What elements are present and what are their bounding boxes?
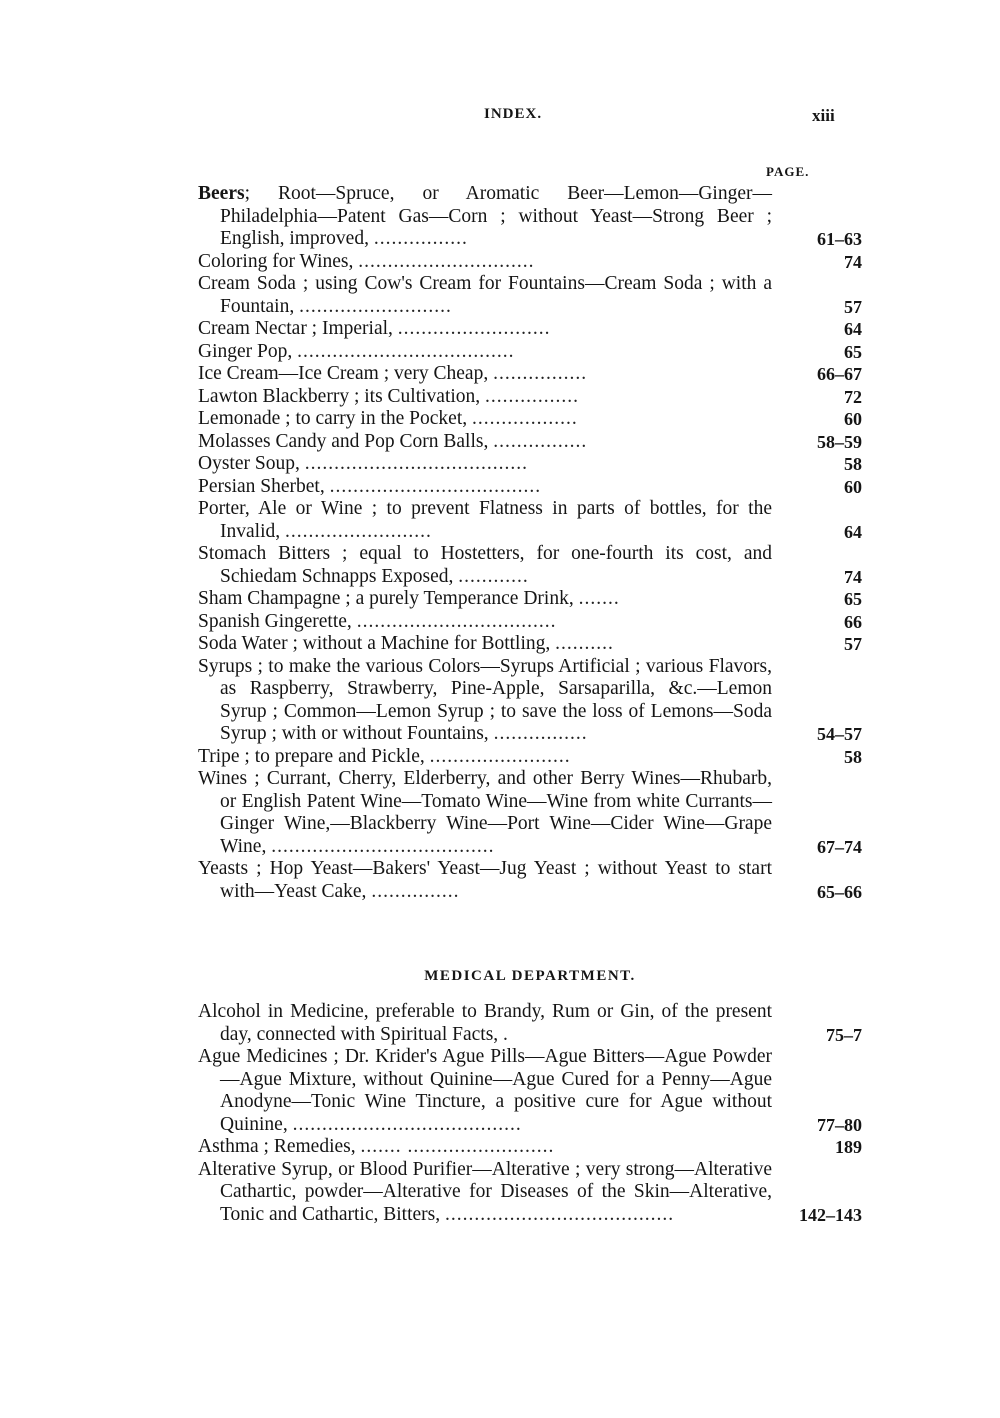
section-heading-text: MEDICAL DEPARTMENT.: [424, 968, 636, 984]
dot-leader: ....................................: [329, 475, 542, 497]
index-entry-description: Alcohol in Medicine, preferable to Brandy, Rum or Gin, of the present day, connected with Spiritual Facts,: [198, 1001, 772, 1045]
index-entry: [198, 431, 862, 454]
index-entry: [198, 251, 862, 274]
index-entry-page: 61–63: [817, 229, 862, 249]
index-entry: [198, 453, 862, 476]
index-entry: [198, 746, 862, 769]
dot-leader: ......................................: [304, 453, 528, 474]
index-entry-page: 58–59: [817, 431, 862, 452]
index-entry-description: Cream Soda ; using Cow's Cream for Fountains—Cream Soda ; with a Fountain,: [198, 273, 772, 317]
index-entry-description: Persian Sherbet,: [198, 475, 325, 497]
dot-leader: ................: [485, 385, 580, 407]
index-entry-page: 64: [844, 521, 862, 542]
index-entry: [198, 611, 862, 634]
index-entry-text: [198, 273, 772, 318]
index-entry: [198, 408, 862, 431]
index-entry-description: Wines ; Currant, Cherry, Elderberry, and other Berry Wines—Rhubarb, or English Patent Wine—Tomato Wine—Wine from white Currants—Ginger Wine,—Blackberry Wine—Port Wine—Cider Wine—Grape Wine,: [198, 768, 772, 857]
dot-leader: ..................................: [356, 610, 557, 632]
dot-leader: ....... .........................: [360, 1136, 555, 1157]
index-entry-text: [198, 858, 772, 903]
index-entry-heading: Beers: [198, 183, 245, 204]
index-entry-page: 60: [844, 476, 862, 497]
dot-leader: .......................................: [292, 1113, 522, 1135]
section-heading: [0, 968, 1000, 985]
dot-leader: .: [503, 1023, 509, 1045]
index-entry-description: Lemonade ; to carry in the Pocket,: [198, 408, 468, 429]
index-entry-description: Ague Medicines ; Dr. Krider's Ague Pills—Ague Bitters—Ague Powder—Ague Mixture, without Quinine—Ague Cured for a Penny—Ague Anodyne—Tonic Wine Tincture, a positive cure for Ague without Quinine,: [198, 1046, 772, 1135]
index-entry-text: [198, 1136, 772, 1159]
index-entry-page: 75–7: [826, 1024, 862, 1045]
dot-leader: ..........................: [299, 295, 452, 317]
index-entry-description: Ice Cream—Ice Cream ; very Cheap,: [198, 363, 489, 384]
index-entry-text: [198, 408, 772, 431]
dot-leader: .........................: [284, 520, 432, 542]
index-entry-description: Syrups ; to make the various Colors—Syrups Artificial ; various Flavors, as Raspberry, Strawberry, Pine-Apple, Sarsaparilla, &c.—Lemon Syrup ; Common—Lemon Syrup ; to save the loss of Lemons—Soda Syrup ; with or without Fountains,: [198, 655, 772, 744]
index-entry: [198, 543, 862, 588]
index-entry-description: Cream Nectar ; Imperial,: [198, 318, 393, 339]
index-entry-text: [198, 611, 772, 634]
index-entry-text: [198, 498, 772, 543]
index-entry-page: 58: [844, 454, 862, 474]
index-entry-description: Sham Champagne ; a purely Temperance Drink,: [198, 588, 574, 609]
index-entry-text: [198, 746, 772, 769]
index-entry-description: Alterative Syrup, or Blood Purifier—Alterative ; very strong—Alterative Cathartic, powder—Alterative for Diseases of the Skin—Alterative, Tonic and Cathartic, Bitters,: [198, 1158, 772, 1225]
index-entry: [198, 1001, 862, 1046]
dot-leader: ................: [373, 228, 468, 249]
index-entry-text: [198, 363, 772, 386]
index-entry-description: Asthma ; Remedies,: [198, 1136, 356, 1157]
index-entry-description: Stomach Bitters ; equal to Hostetters, for one-fourth its cost, and Schiedam Schnapps Exposed,: [198, 543, 772, 587]
index-entry-text: [198, 768, 772, 858]
index-entry-text: [198, 656, 772, 746]
index-entry-description: Oyster Soup,: [198, 453, 300, 474]
index-entry: [198, 363, 862, 386]
index-entry-text: [198, 588, 772, 611]
index-entry-description: Molasses Candy and Pop Corn Balls,: [198, 430, 489, 452]
page-column-label: PAGE.: [766, 164, 810, 179]
index-entry-page: 57: [844, 634, 862, 654]
index-entry-page: 74: [844, 566, 862, 587]
dot-leader: ..........................: [397, 318, 551, 339]
index-entry-page: 65–66: [817, 881, 862, 902]
index-entry: [198, 476, 862, 499]
index-entry-text: [198, 476, 772, 499]
index-entry-text: [198, 633, 772, 656]
medical-index-list: [198, 1001, 862, 1226]
dot-leader: .....................................: [297, 340, 515, 362]
index-entry: [198, 318, 862, 341]
index-entry-page: 189: [835, 1137, 862, 1157]
index-entry-page: 74: [844, 251, 862, 272]
index-entry-description: Spanish Gingerette,: [198, 610, 352, 632]
index-entry-text: [198, 1001, 772, 1046]
index-entry-description: Lawton Blackberry ; its Cultivation,: [198, 385, 481, 407]
dot-leader: ........................: [429, 745, 571, 767]
dot-leader: ..........: [555, 633, 614, 654]
index-entry-page: 65: [844, 341, 862, 362]
index-entry-page: 54–57: [817, 724, 862, 744]
index-entry-text: [198, 1159, 772, 1227]
page-number: xiii: [812, 106, 835, 125]
index-entry: [198, 183, 862, 251]
main-index-list: [198, 183, 862, 903]
dot-leader: ...............: [371, 880, 460, 902]
dot-leader: ..............................: [358, 250, 535, 272]
dot-leader: .......................................: [445, 1203, 675, 1225]
index-entry: [198, 1046, 862, 1136]
dot-leader: ................: [493, 363, 588, 384]
index-entry-page: 142–143: [799, 1204, 862, 1225]
index-entry-page: 58: [844, 746, 862, 767]
index-entry: [198, 656, 862, 746]
index-entry-page: 65: [844, 589, 862, 609]
index-entry-page: 72: [844, 386, 862, 407]
dot-leader: ..................: [472, 408, 578, 429]
index-entry: [198, 386, 862, 409]
index-entry-description: Soda Water ; without a Machine for Bottling,: [198, 633, 551, 654]
index-entry-text: [198, 453, 772, 476]
index-entry-page: 77–80: [817, 1114, 862, 1135]
dot-leader: .......: [578, 588, 620, 609]
index-entry-page: 64: [844, 319, 862, 339]
index-entry-description: Ginger Pop,: [198, 340, 293, 362]
index-entry-description: Tripe ; to prepare and Pickle,: [198, 745, 425, 767]
index-entry-description: Coloring for Wines,: [198, 250, 354, 272]
index-entry-description: Yeasts ; Hop Yeast—Bakers' Yeast—Jug Yeast ; without Yeast to start with—Yeast Cake,: [198, 858, 772, 902]
index-entry-page: 57: [844, 296, 862, 317]
index-entry-text: [198, 318, 772, 341]
index-entry: [198, 633, 862, 656]
index-entry-page: 66–67: [817, 364, 862, 384]
index-entry: [198, 1136, 862, 1159]
dot-leader: ................: [493, 430, 588, 452]
index-entry: [198, 341, 862, 364]
index-entry: [198, 273, 862, 318]
index-entry-text: [198, 1046, 772, 1136]
dot-leader: ............: [458, 565, 529, 587]
index-entry-text: [198, 431, 772, 454]
dot-leader: ......................................: [271, 835, 495, 857]
index-entry-page: 66: [844, 611, 862, 632]
index-entry: [198, 588, 862, 611]
index-entry-text: [198, 251, 772, 274]
index-entry: [198, 768, 862, 858]
index-entry-description: ; Root—Spruce, or Aromatic Beer—Lemon—Ginger—Philadelphia—Patent Gas—Corn ; without Yeast—Strong Beer ; English, improved,: [220, 183, 772, 249]
index-entry-text: [198, 183, 772, 251]
index-entry-text: [198, 543, 772, 588]
index-entry-page: 67–74: [817, 836, 862, 857]
index-entry: [198, 858, 862, 903]
index-entry-text: [198, 341, 772, 364]
index-entry: [198, 498, 862, 543]
index-entry-page: 60: [844, 409, 862, 429]
index-entry: [198, 1159, 862, 1227]
dot-leader: ................: [493, 723, 588, 744]
running-title: INDEX.: [484, 106, 543, 122]
index-entry-description: Porter, Ale or Wine ; to prevent Flatness in parts of bottles, for the Invalid,: [198, 498, 772, 542]
running-head: [0, 106, 1000, 130]
index-entry-text: [198, 386, 772, 409]
